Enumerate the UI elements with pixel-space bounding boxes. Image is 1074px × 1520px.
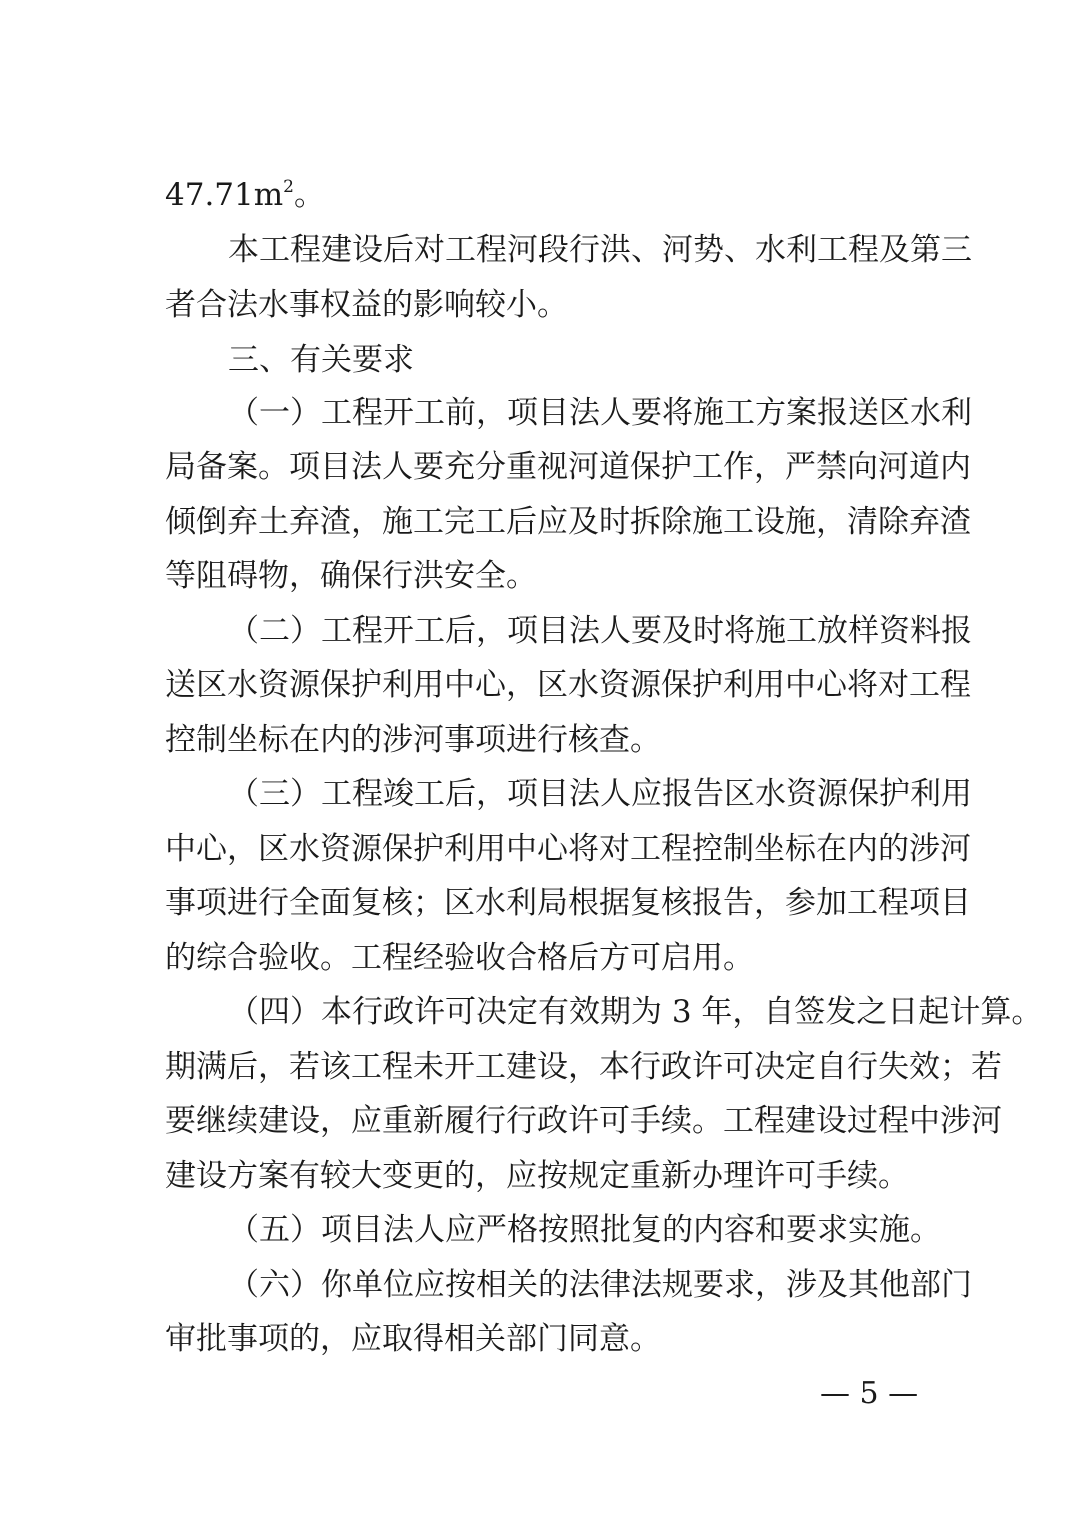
paragraph-line: 等阻碍物，确保行洪安全。 xyxy=(165,558,537,594)
paragraph-line: 控制坐标在内的涉河事项进行核查。 xyxy=(165,722,661,758)
paragraph-line: 中心，区水资源保护利用中心将对工程控制坐标在内的涉河 xyxy=(165,831,971,867)
paragraph-line: 期满后，若该工程未开工建设，本行政许可决定自行失效；若 xyxy=(165,1049,1002,1085)
area-value: 47.71m xyxy=(165,177,284,213)
paragraph-line: 本工程建设后对工程河段行洪、河势、水利工程及第三 xyxy=(228,232,972,268)
paragraph-line: 审批事项的，应取得相关部门同意。 xyxy=(165,1321,661,1357)
paragraph-line: 者合法水事权益的影响较小。 xyxy=(165,287,568,323)
paragraph-line: 送区水资源保护利用中心，区水资源保护利用中心将对工程 xyxy=(165,667,971,703)
paragraph-line: （四）本行政许可决定有效期为 3 年，自签发之日起计算。 xyxy=(228,994,1043,1030)
paragraph-line: （二）工程开工后，项目法人要及时将施工放样资料报 xyxy=(228,613,972,649)
paragraph-line: 局备案。项目法人要充分重视河道保护工作，严禁向河道内 xyxy=(165,449,971,485)
paragraph-line: 事项进行全面复核；区水利局根据复核报告，参加工程项目 xyxy=(165,885,971,921)
area-value-punctuation: 。 xyxy=(293,177,325,213)
paragraph-line: 的综合验收。工程经验收合格后方可启用。 xyxy=(165,940,754,976)
area-value-line xyxy=(165,175,915,215)
area-unit-superscript: 2 xyxy=(283,177,294,197)
paragraph-line: 要继续建设，应重新履行行政许可手续。工程建设过程中涉河 xyxy=(165,1103,1002,1139)
paragraph-line: （五）项目法人应严格按照批复的内容和要求实施。 xyxy=(228,1212,941,1248)
paragraph-line: （六）你单位应按相关的法律法规要求，涉及其他部门 xyxy=(228,1267,972,1303)
paragraph-line: （三）工程竣工后，项目法人应报告区水资源保护利用 xyxy=(228,776,972,812)
paragraph-line: （一）工程开工前，项目法人要将施工方案报送区水利 xyxy=(228,395,972,431)
section-heading: 三、有关要求 xyxy=(228,342,414,378)
paragraph-line: 倾倒弃土弃渣，施工完工后应及时拆除施工设施，清除弃渣 xyxy=(165,504,971,540)
page-number: — 5 — xyxy=(820,1376,919,1411)
paragraph-line: 建设方案有较大变更的，应按规定重新办理许可手续。 xyxy=(165,1158,909,1194)
